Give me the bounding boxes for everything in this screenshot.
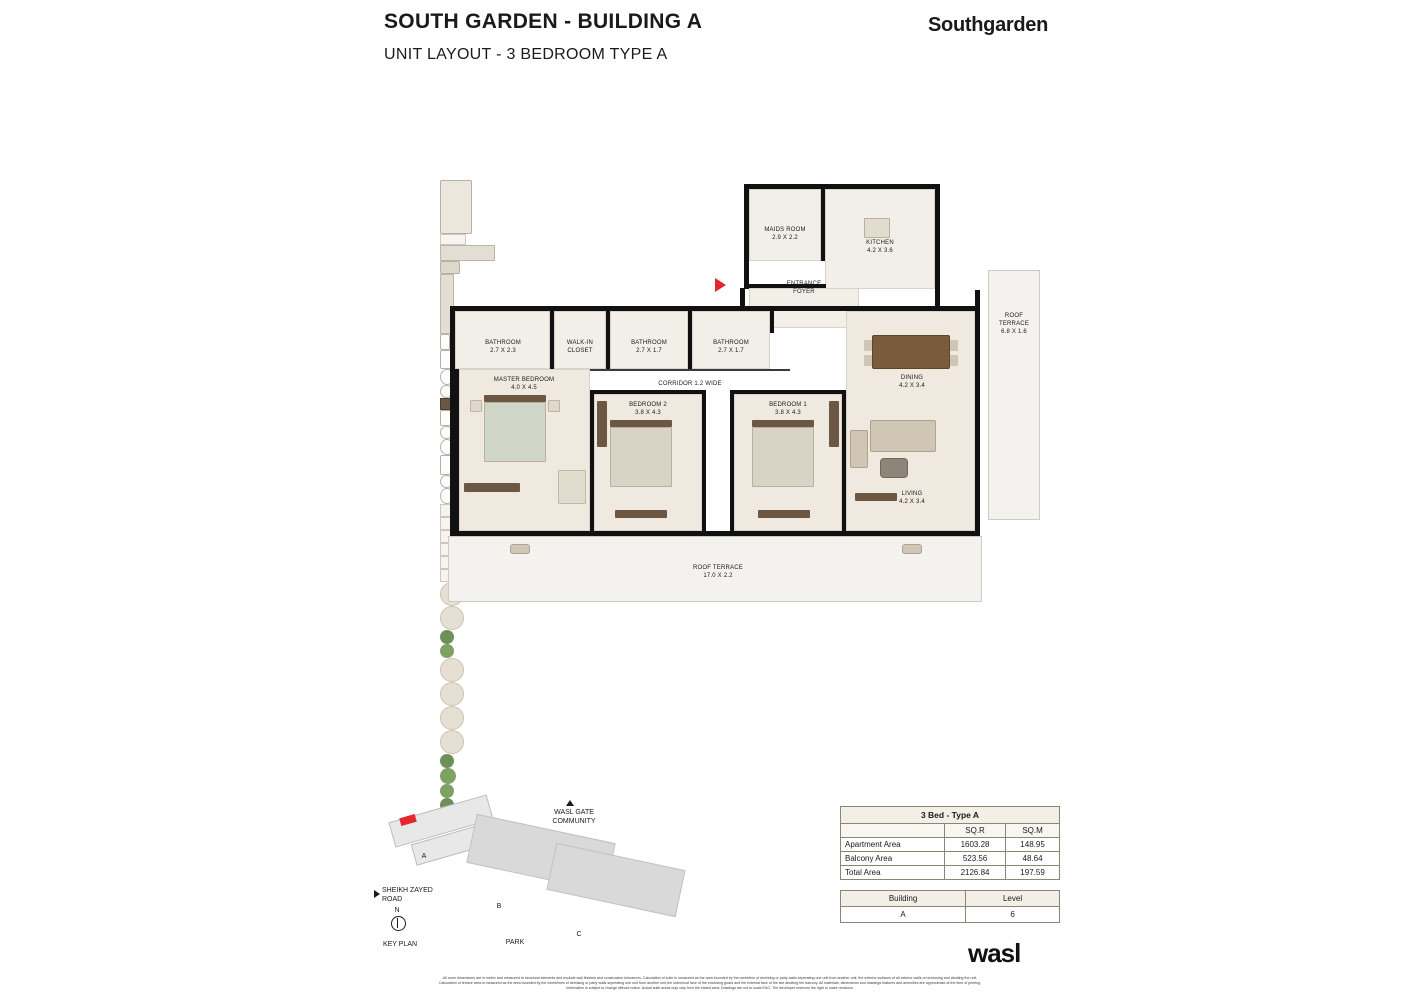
- master-tv-console: [464, 483, 520, 492]
- disclaimer-line-1: All room dimensions are in metric and measured to structural elements and exclude wall finishes and construction tolerances. Calculation of suite is measured as the area bounded by the centerline of demising or party walls seperating one unit from another unit, the exterior surfaces of all exterior walls on enclosing and abutting the unit.: [442, 976, 978, 980]
- wall-segment: [702, 390, 706, 531]
- plant-icon: [440, 768, 456, 784]
- terrace-chair-right: [440, 606, 464, 630]
- keyplan-label-b: B: [496, 903, 502, 910]
- dining-chair: [864, 340, 872, 351]
- area-table: [840, 806, 1060, 880]
- room-label-dining: DINING 4.2 X 3.4: [899, 375, 925, 389]
- room-label-roof-terrace-right: ROOF TERRACE 6.8 X 1.6: [998, 313, 1030, 335]
- room-label-corridor: CORRIDOR 1.2 WIDE: [658, 381, 722, 387]
- terrace-table-bottom: [510, 544, 530, 554]
- room-label-entrance-foyer: ENTRANCE FOYER: [786, 281, 822, 295]
- wasl-gate-arrow-icon: [566, 800, 574, 806]
- room-label-kitchen: KITCHEN 4.2 X 3.6: [866, 240, 894, 254]
- keyplan-label-c: C: [576, 931, 582, 938]
- dining-table: [872, 335, 950, 369]
- terrace-chair-bottom: [440, 658, 464, 682]
- kitchen-hob: [440, 261, 460, 274]
- building-table-header-building: Building: [841, 891, 966, 907]
- north-compass-icon: [391, 916, 406, 931]
- area-row-sqr-balcony: 523.56: [945, 852, 1006, 866]
- table-row: [841, 866, 1060, 880]
- room-label-living: LIVING 4.2 X 3.4: [899, 491, 925, 505]
- keyplan-park-label: PARK: [505, 939, 525, 946]
- building-table-header-level: Level: [966, 891, 1060, 907]
- keyplan-community-label: WASL GATE COMMUNITY: [552, 809, 596, 825]
- room-label-walkin-closet: WALK-IN CLOSET: [566, 340, 594, 354]
- entrance-arrow-icon: [715, 278, 726, 292]
- area-row-label-balcony: Balcony Area: [841, 852, 945, 866]
- wall-segment: [975, 290, 980, 540]
- page-subtitle: UNIT LAYOUT - 3 BEDROOM TYPE A: [384, 46, 668, 63]
- floor-plan-drawing: [440, 180, 1060, 610]
- dining-chair: [950, 340, 958, 351]
- dining-chair: [864, 355, 872, 366]
- disclaimer-text: [250, 976, 1170, 992]
- terrace-table-bottom: [902, 544, 922, 554]
- keyplan-title: KEY PLAN: [382, 941, 418, 948]
- area-row-label-total: Total Area: [841, 866, 945, 880]
- table-row: [841, 852, 1060, 866]
- room-label-bedroom-1: BEDROOM 1 3.8 X 4.3: [769, 402, 807, 416]
- building-level-table: [840, 890, 1060, 923]
- living-sofa: [870, 420, 936, 452]
- road-arrow-icon: [374, 890, 380, 898]
- maids-bed: [440, 180, 472, 234]
- kitchen-counter-top: [440, 245, 495, 261]
- kitchen-sink: [440, 334, 450, 350]
- terrace-chair-bottom: [440, 682, 464, 706]
- bedroom2-headboard: [610, 420, 672, 427]
- level-value: 6: [966, 907, 1060, 923]
- room-roof-terrace-right: [988, 270, 1040, 520]
- wall-segment: [590, 369, 790, 371]
- bedroom2-console: [615, 510, 667, 518]
- area-table-header-blank: [841, 824, 945, 838]
- keyplan-label-a: A: [421, 853, 427, 860]
- coffee-table: [880, 458, 908, 478]
- nightstand-left: [470, 400, 482, 412]
- page-title: SOUTH GARDEN - BUILDING A: [384, 10, 703, 33]
- plant-icon: [440, 630, 454, 644]
- table-row: [841, 907, 1060, 923]
- room-label-bathroom-master: BATHROOM 2.7 X 2.3: [485, 340, 521, 354]
- bedroom1-bed: [752, 427, 814, 487]
- master-bed: [484, 402, 546, 462]
- room-label-bathroom-2: BATHROOM 2.7 X 1.7: [631, 340, 667, 354]
- bedroom1-headboard: [752, 420, 814, 427]
- disclaimer-line-2: Calculation of terrace area is measured as the area bounded by the centerlines of demising or party walls seperating one unit from another unit,the outermost face of the enclosing guard and the external face of the site abutting the balcony. All materials, dimensions and drawings features and amenities are approximate at the time of printing.: [438, 981, 982, 986]
- plant-icon: [440, 754, 454, 768]
- bedroom2-bed: [610, 427, 672, 487]
- keyplan-road-label: SHEIKH ZAYED ROAD: [382, 887, 433, 903]
- master-desk: [558, 470, 586, 504]
- room-label-master-bedroom: MASTER BEDROOM 4.0 X 4.5: [493, 377, 555, 391]
- room-label-roof-terrace-bottom: ROOF TERRACE 17.0 X 2.2: [693, 565, 743, 579]
- room-label-bathroom-3: BATHROOM 2.7 X 1.7: [713, 340, 749, 354]
- building-value: A: [841, 907, 966, 923]
- area-table-header-sqm: SQ.M: [1006, 824, 1060, 838]
- table-row: [841, 838, 1060, 852]
- brand-word-garden: garden: [983, 14, 1049, 36]
- disclaimer-line-3: Information is subject to change without notice. Actual suite areas may vary from the stated area. Drawings are not to scale E&O. The developer reserves the right to make revisions.: [566, 986, 854, 991]
- area-row-sqm-apartment: 148.95: [1006, 838, 1060, 852]
- room-label-bedroom-2: BEDROOM 2 3.8 X 4.3: [629, 402, 667, 416]
- dining-chair: [950, 355, 958, 366]
- wall-segment: [740, 288, 745, 308]
- maids-pillow: [440, 234, 466, 245]
- terrace-chair-bottom: [440, 730, 464, 754]
- keyplan-band-c: [546, 843, 685, 917]
- brand-word-south: South: [928, 14, 984, 36]
- kitchen-island: [864, 218, 890, 238]
- key-plan: [360, 790, 690, 960]
- room-maids: [749, 189, 821, 261]
- nightstand-right: [548, 400, 560, 412]
- area-row-label-apartment: Apartment Area: [841, 838, 945, 852]
- wall-segment: [935, 184, 940, 314]
- bedroom1-console: [758, 510, 810, 518]
- area-table-title: 3 Bed - Type A: [841, 807, 1060, 824]
- room-label-maids: MAIDS ROOM 2.9 X 2.2: [764, 227, 806, 241]
- area-row-sqr-total: 2126.84: [945, 866, 1006, 880]
- area-table-header-sqr: SQ.R: [945, 824, 1006, 838]
- north-label: N: [394, 907, 400, 914]
- master-bed-headboard: [484, 395, 546, 402]
- south-garden-logo: [928, 14, 1048, 37]
- wall-segment: [770, 311, 774, 333]
- area-row-sqr-apartment: 1603.28: [945, 838, 1006, 852]
- wasl-logo: wasl: [968, 938, 1021, 968]
- area-row-sqm-balcony: 48.64: [1006, 852, 1060, 866]
- living-armchair: [850, 430, 868, 468]
- plant-icon: [440, 644, 454, 658]
- area-row-sqm-total: 197.59: [1006, 866, 1060, 880]
- terrace-chair-bottom: [440, 706, 464, 730]
